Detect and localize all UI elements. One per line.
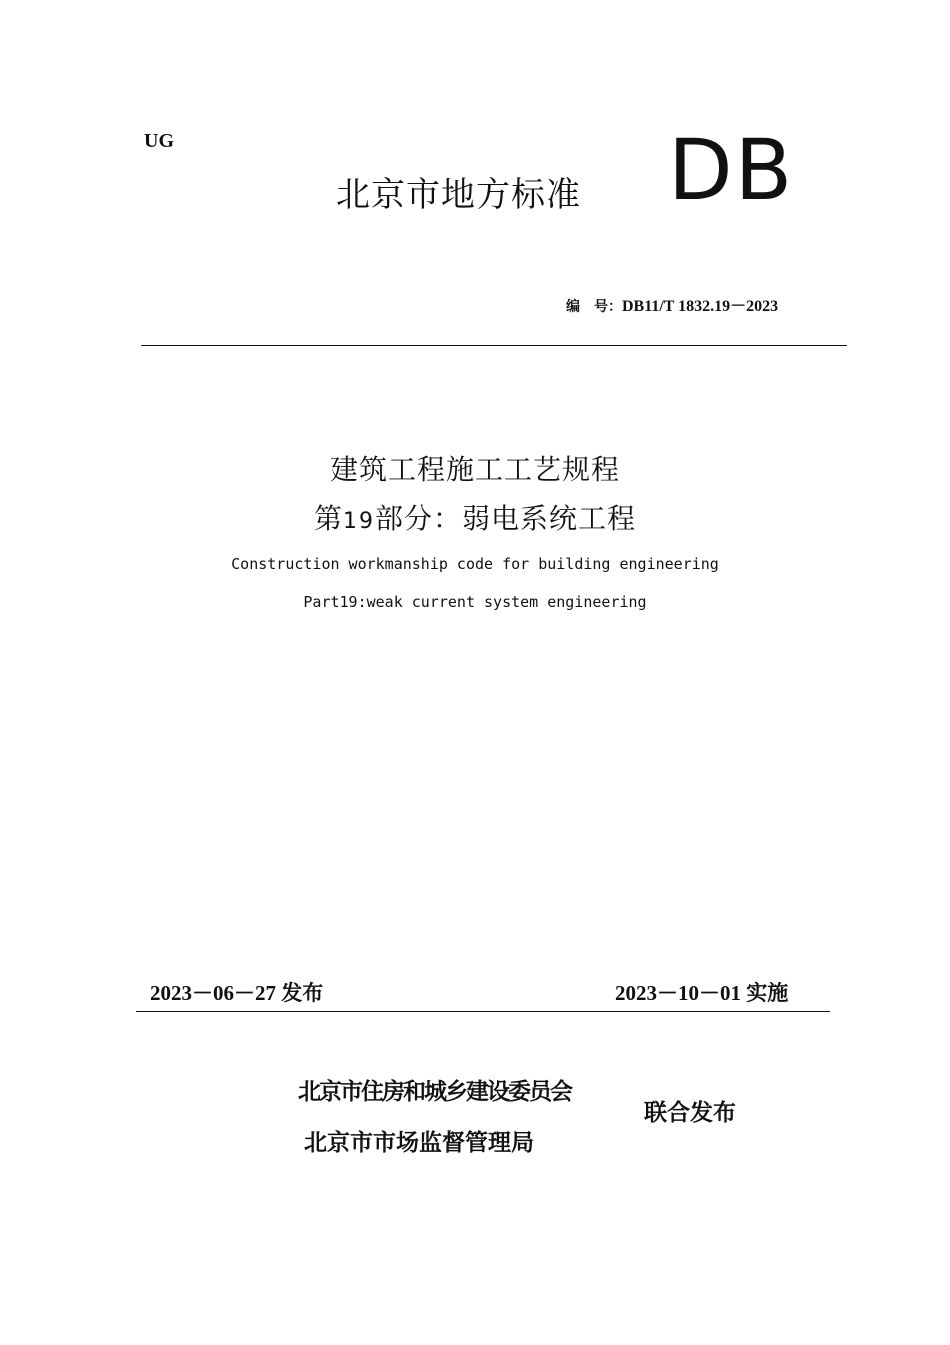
standard-type-title: 北京市地方标准 (336, 175, 581, 215)
ug-code: UG (144, 130, 174, 152)
title-part-number: 19 (343, 509, 375, 534)
implementation-date: 2023－10－01 实施 (615, 981, 789, 1005)
issuer-market-regulation: 北京市市场监督管理局 (304, 1130, 534, 1156)
title-english-line2: Part19:weak current system engineering (303, 593, 647, 611)
top-divider (141, 345, 847, 346)
joint-issue-label: 联合发布 (644, 1100, 736, 1126)
issue-date: 2023－06－27 发布 (150, 981, 324, 1005)
title-part-prefix: 第 (313, 502, 343, 535)
bottom-divider (136, 1011, 830, 1012)
issuer-housing-commission: 北京市住房和城乡建设委员会 (298, 1079, 571, 1105)
title-english-line1: Construction workmanship code for building engineering (231, 555, 719, 573)
db-logo: DB (668, 121, 795, 219)
standard-number (566, 293, 778, 316)
standard-number-label: 编 号： (566, 299, 622, 315)
title-chinese-line2 (0, 497, 950, 537)
title-part-suffix: 部分：弱电系统工程 (375, 502, 637, 535)
standard-number-value: DB11/T 1832.19－2023 (622, 298, 779, 315)
title-chinese-line1: 建筑工程施工工艺规程 (329, 453, 620, 486)
